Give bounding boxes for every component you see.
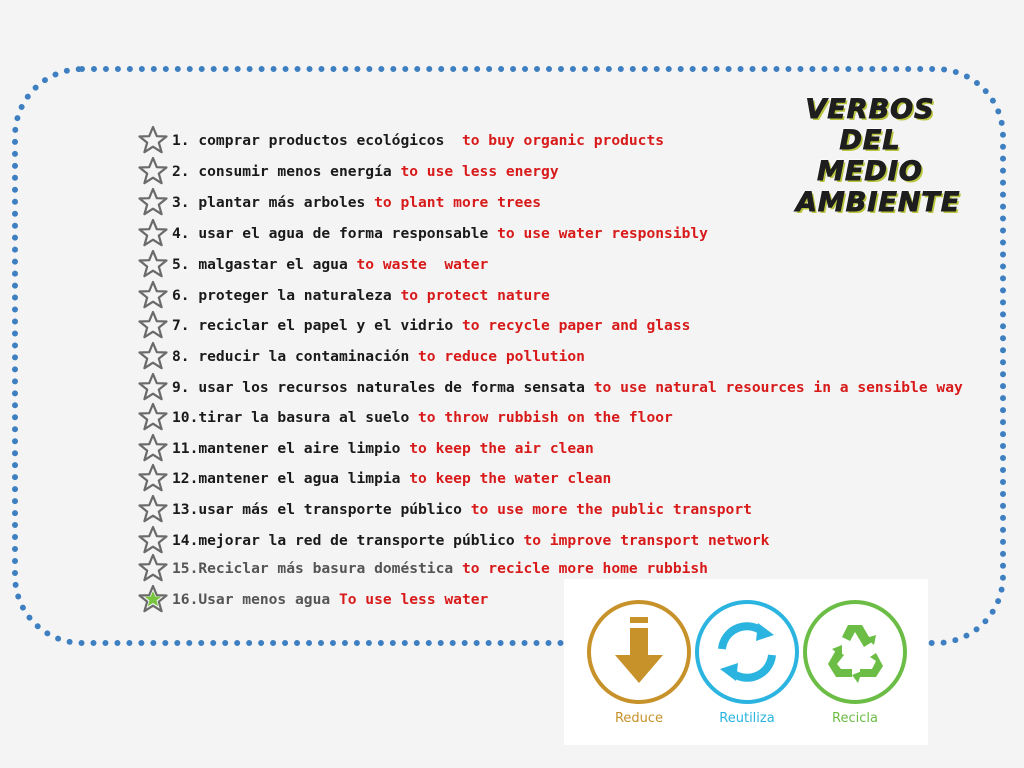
list-item (138, 125, 664, 155)
item-number: 7. (172, 316, 199, 334)
title-line-2: DEL (839, 125, 901, 156)
item-number: 13. (172, 500, 199, 518)
reduce-logo (584, 597, 694, 711)
list-item (138, 525, 769, 555)
list-item (138, 310, 690, 340)
recicla-logo (800, 597, 910, 711)
recicla-label: Recicla (832, 711, 878, 726)
spanish-phrase: consumir menos energía (198, 162, 401, 180)
star-icon (138, 125, 168, 155)
english-translation: to recicle more home rubbish (461, 559, 708, 577)
english-translation: to protect nature (400, 286, 550, 304)
english-translation: to use less energy (400, 162, 559, 180)
reutiliza-logo (692, 597, 802, 711)
spanish-phrase: reciclar el papel y el vidrio (198, 316, 462, 334)
english-translation: to reduce pollution (418, 347, 585, 365)
english-translation: to recycle paper and glass (461, 316, 691, 334)
spanish-phrase: tirar la basura al suelo (198, 408, 419, 426)
spanish-phrase: reducir la contaminación (198, 347, 419, 365)
item-number: 10. (172, 408, 199, 426)
star-icon (138, 553, 168, 583)
english-translation: to keep the water clean (409, 469, 612, 487)
item-number: 3. (172, 193, 199, 211)
list-item (138, 402, 673, 432)
star-icon (138, 187, 168, 217)
star-icon (138, 372, 168, 402)
list-item (138, 463, 611, 493)
list-item (138, 433, 594, 463)
star-icon (138, 463, 168, 493)
spanish-phrase: mejorar la red de transporte público (198, 531, 524, 549)
star-icon (138, 494, 168, 524)
spanish-phrase: mantener el agua limpia (198, 469, 410, 487)
item-number: 4. (172, 224, 199, 242)
list-item (138, 341, 585, 371)
english-translation: to throw rubbish on the floor (418, 408, 673, 426)
spanish-phrase: malgastar el agua (198, 255, 357, 273)
item-number: 15. (172, 559, 199, 577)
download-arrow-icon (584, 597, 694, 707)
reduce-label: Reduce (614, 711, 664, 726)
title-line-4: AMBIENTE (796, 187, 961, 218)
item-number: 1. (172, 131, 199, 149)
recycle-icon (800, 597, 910, 707)
item-number: 5. (172, 255, 199, 273)
green-star-icon (138, 584, 168, 614)
three-r-logos (564, 579, 928, 745)
spanish-phrase: comprar productos ecológicos (198, 131, 462, 149)
item-number: 2. (172, 162, 199, 180)
spanish-phrase: proteger la naturaleza (198, 286, 401, 304)
star-icon (138, 433, 168, 463)
spanish-phrase: mantener el aire limpio (198, 439, 410, 457)
english-translation: to plant more trees (374, 193, 542, 211)
spanish-phrase: usar más el transporte público (198, 500, 471, 518)
star-icon (138, 341, 168, 371)
list-item (138, 494, 752, 524)
item-number: 6. (172, 286, 199, 304)
star-icon (138, 249, 168, 279)
star-icon (138, 156, 168, 186)
title-line-1: VERBOS (805, 94, 935, 125)
star-icon (138, 280, 168, 310)
item-number: 12. (172, 469, 199, 487)
english-translation: To use less water (338, 590, 489, 608)
list-item (138, 280, 550, 310)
refresh-cycle-icon (692, 597, 802, 707)
list-item (138, 218, 708, 248)
list-item (138, 187, 541, 217)
item-number: 9. (172, 378, 199, 396)
list-item (138, 156, 559, 186)
spanish-phrase: Usar menos agua (198, 590, 339, 608)
star-icon (138, 402, 168, 432)
list-item (138, 249, 488, 279)
list-item (138, 584, 488, 614)
item-number: 14. (172, 531, 199, 549)
spanish-phrase: plantar más arboles (198, 193, 375, 211)
spanish-phrase: usar los recursos naturales de forma sensata (198, 378, 594, 396)
star-icon (138, 525, 168, 555)
english-translation: to buy organic products (461, 131, 665, 149)
item-number: 11. (172, 439, 199, 457)
list-item (138, 372, 963, 402)
english-translation: to use more the public transport (470, 500, 752, 518)
english-translation: to improve transport network (523, 531, 770, 549)
english-translation: to use natural resources in a sensible way (593, 378, 963, 396)
star-icon (138, 218, 168, 248)
spanish-phrase: usar el agua de forma responsable (198, 224, 498, 242)
english-translation: to keep the air clean (409, 439, 594, 457)
title-line-3: MEDIO (817, 156, 923, 187)
spanish-phrase: Reciclar más basura doméstica (198, 559, 462, 577)
item-number: 8. (172, 347, 199, 365)
page-title (796, 94, 961, 218)
item-number: 16. (172, 590, 199, 608)
english-translation: to waste water (356, 255, 489, 273)
star-icon (138, 310, 168, 340)
reutiliza-label: Reutiliza (719, 711, 775, 726)
english-translation: to use water responsibly (497, 224, 708, 242)
